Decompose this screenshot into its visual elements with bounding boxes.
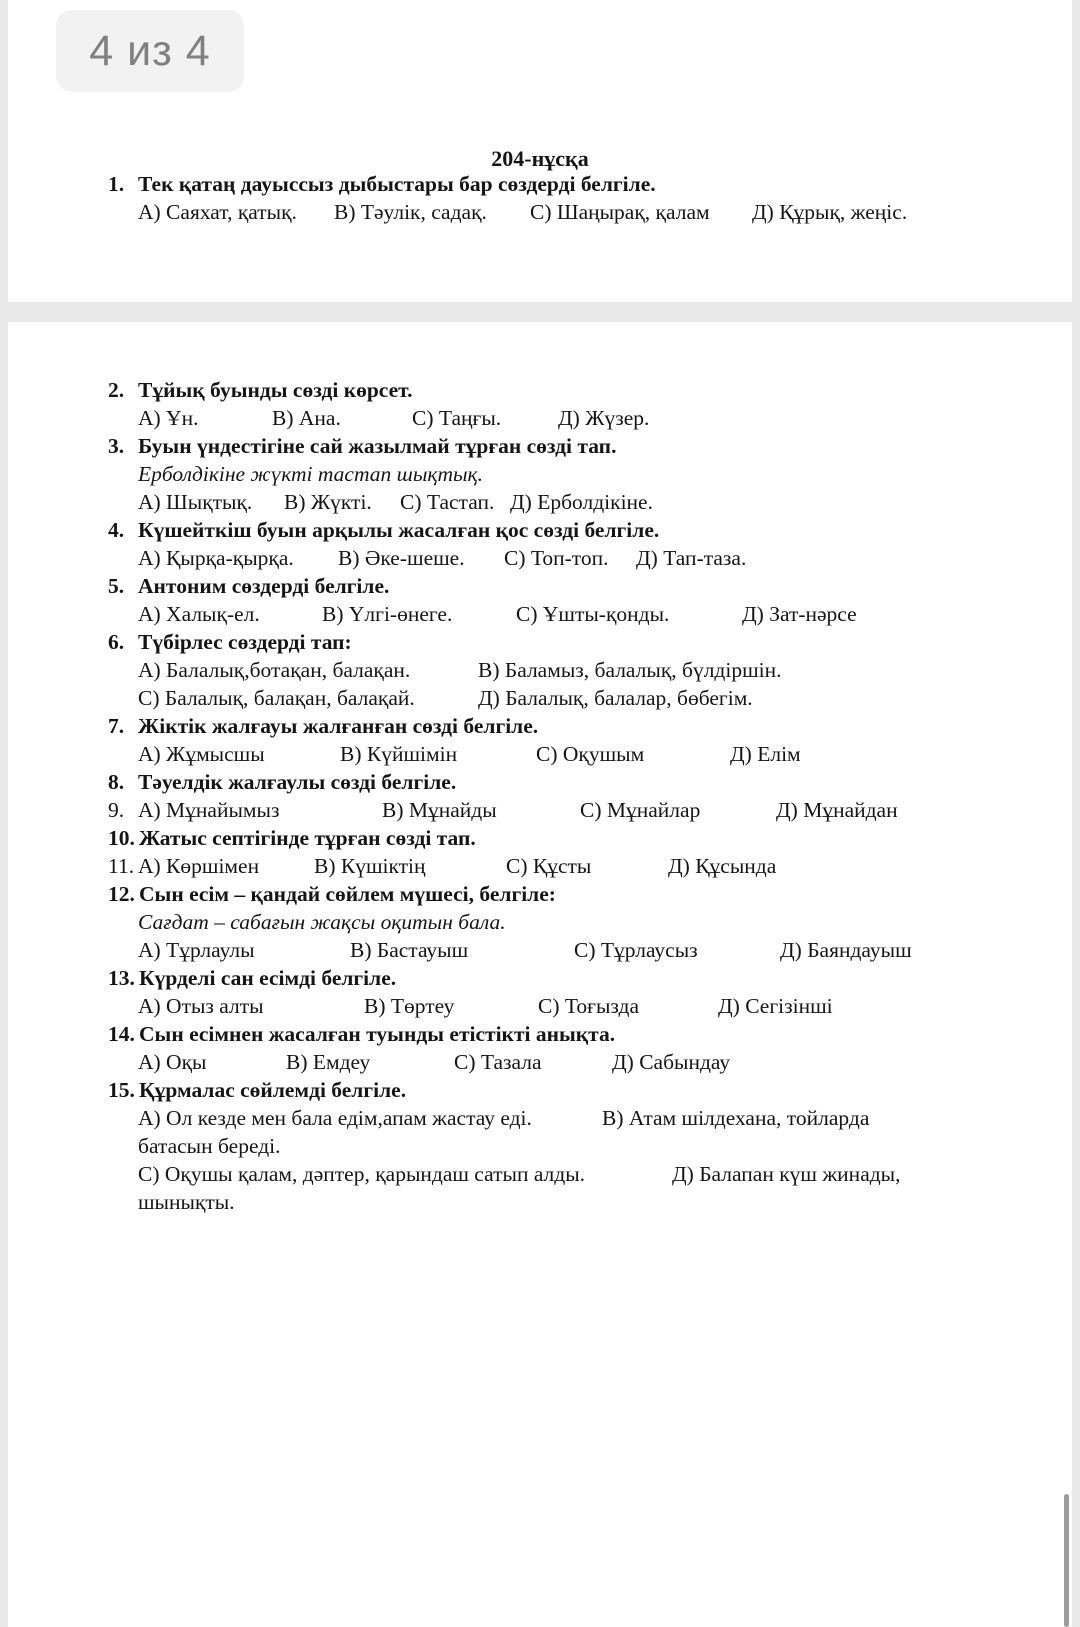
question-text: Күшейткіш буын арқылы жасалған қос сөзді белгіле. [138, 518, 660, 542]
option-b: В) Төртеу [364, 994, 455, 1018]
option-a: А) Мұнайымыз [138, 798, 280, 822]
question-number: 5. [108, 574, 125, 598]
question-number: 4. [108, 518, 125, 542]
page-main [8, 322, 1072, 1627]
option-c: С) Балалық, балақан, балақай. [138, 686, 415, 710]
option-b: В) Мұнайды [382, 798, 497, 822]
option-c: С) Топ-топ. [504, 546, 609, 570]
option-c: С) Таңғы. [412, 406, 502, 430]
option-d: Д) Сабындау [612, 1050, 731, 1074]
question-number: 8. [108, 770, 125, 794]
option-a: А) Оқы [138, 1050, 207, 1074]
question-text: Жіктік жалғауы жалғанған сөзді белгіле. [138, 714, 539, 738]
option-d: Д) Тап-таза. [636, 546, 747, 570]
option-b: В) Жүкті. [284, 490, 372, 514]
option-b: В) Атам шілдехана, тойларда [602, 1106, 870, 1130]
question-number: 7. [108, 714, 125, 738]
option-d: Д) Зат-нәрсе [742, 602, 857, 626]
question-number: 13. [108, 966, 135, 990]
option-c: С) Тоғызда [538, 994, 639, 1018]
option-line-number: 11. [108, 854, 135, 878]
question-number: 10. [108, 826, 135, 850]
question-number: 15. [108, 1078, 135, 1102]
option-d: Д) Мұнайдан [776, 798, 898, 822]
example-sentence: Ерболдікіне жүкті тастап шықтық. [138, 462, 483, 486]
option-c: С) Шаңырақ, қалам [530, 200, 710, 224]
question-text: Күрделі сан есімді белгіле. [139, 966, 397, 990]
vertical-scrollbar[interactable] [1064, 1494, 1069, 1627]
option-d: Д) Баяндауыш [780, 938, 912, 962]
option-d: Д) Жүзер. [558, 406, 650, 430]
question-number: 2. [108, 378, 125, 402]
question-number: 3. [108, 434, 125, 458]
option-a: А) Балалық,ботақан, балақан. [138, 658, 411, 682]
option-b: В) Күшіктің [314, 854, 426, 878]
example-sentence: Сағдат – сабағын жақсы оқитын бала. [138, 910, 506, 934]
option-c: С) Ұшты-қонды. [516, 602, 670, 626]
option-d: Д) Құрық, жеңіс. [752, 200, 908, 224]
option-line-number: 9. [108, 798, 125, 822]
option-a: А) Отыз алты [138, 994, 264, 1018]
option-d: Д) Құсында [668, 854, 777, 878]
option-b: В) Тәулік, садақ. [334, 200, 487, 224]
option-c: С) Тазала [454, 1050, 542, 1074]
option-b: В) Үлгі-өнеге. [322, 602, 453, 626]
question-number: 12. [108, 882, 135, 906]
option-d: Д) Балапан күш жинады, [672, 1162, 901, 1186]
option-a: А) Жұмысшы [138, 742, 265, 766]
option-c: С) Оқушым [536, 742, 645, 766]
option-b: В) Күйшімін [340, 742, 458, 766]
variant-title: 204-нұсқа [491, 146, 589, 171]
option-a: А) Көршімен [138, 854, 260, 878]
option-a: А) Ұн. [138, 406, 199, 430]
option-c: С) Тастап. [400, 490, 495, 514]
question-text: Тек қатаң дауыссыз дыбыстары бар сөздерді белгіле. [138, 172, 656, 196]
option-a: А) Шықтық. [138, 490, 253, 514]
option-c: С) Құсты [506, 854, 592, 878]
option-a: А) Тұрлаулы [138, 938, 255, 962]
option-d: Д) Балалық, балалар, бөбегім. [478, 686, 753, 710]
question-text: Тәуелдік жалғаулы сөзді белгіле. [138, 770, 457, 794]
option-c: С) Мұнайлар [580, 798, 701, 822]
option-a: А) Саяхат, қатық. [138, 200, 297, 224]
option-b: В) Ана. [272, 406, 341, 430]
option-b: В) Бастауыш [350, 938, 469, 962]
option-a: А) Халық-ел. [138, 602, 260, 626]
question-text: Жатыс септігінде тұрған сөзді тап. [139, 826, 476, 850]
option-d: Д) Ерболдікіне. [510, 490, 653, 514]
option-c: С) Тұрлаусыз [574, 938, 698, 962]
question-number: 14. [108, 1022, 135, 1046]
option-b: В) Әке-шеше. [338, 546, 465, 570]
option-d-continued: шынықты. [138, 1190, 235, 1214]
option-a: А) Қырқа-қырқа. [138, 546, 294, 570]
option-b-continued: батасын береді. [138, 1134, 281, 1158]
option-d: Д) Елім [730, 742, 801, 766]
question-text: Антоним сөздерді белгіле. [138, 574, 390, 598]
option-b: В) Емдеу [286, 1050, 371, 1074]
option-b: В) Баламыз, балалық, бүлдіршін. [478, 658, 782, 682]
option-a: А) Ол кезде мен бала едім,апам жастау еді. [138, 1106, 532, 1130]
question-text: Буын үндестігіне сай жазылмай тұрған сөзді тап. [138, 434, 617, 458]
page-indicator: 4 из 4 [56, 10, 244, 92]
question-text: Сын есімнен жасалған туынды етістікті анықта. [139, 1022, 616, 1046]
question-text: Түбірлес сөздерді тап: [138, 630, 352, 654]
question-text: Тұйық буынды сөзді көрсет. [138, 378, 413, 402]
question-text: Сын есім – қандай сөйлем мүшесі, белгіле: [139, 882, 556, 906]
question-number: 6. [108, 630, 125, 654]
question-text: Құрмалас сөйлемді белгіле. [139, 1078, 407, 1102]
option-d: Д) Сегізінші [718, 994, 833, 1018]
question-number: 1. [108, 172, 125, 196]
option-c: С) Оқушы қалам, дәптер, қарындаш сатып алды. [138, 1162, 586, 1186]
